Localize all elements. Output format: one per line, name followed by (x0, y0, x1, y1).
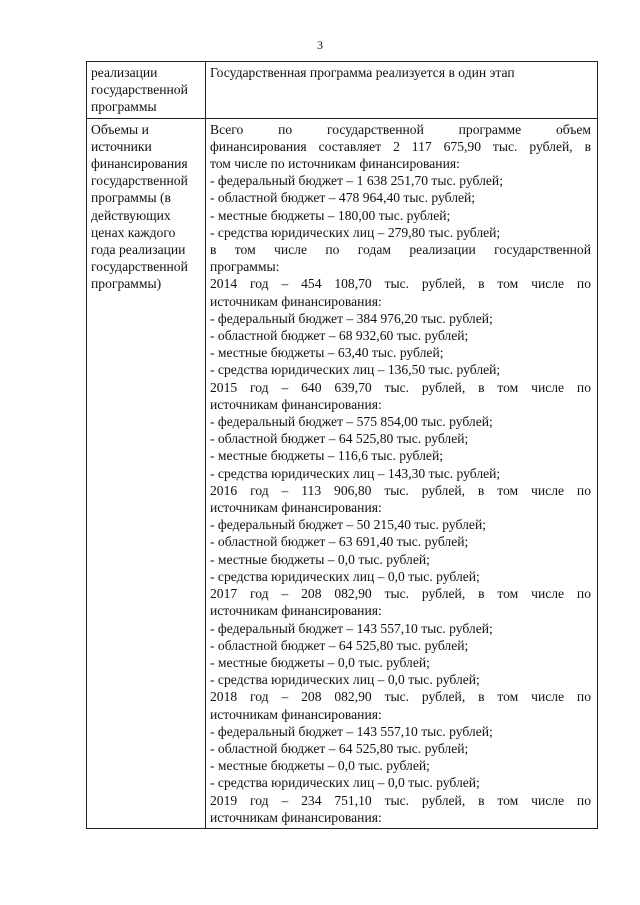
financing-line: источникам финансирования: (210, 293, 382, 309)
financing-line: - областной бюджет – 63 691,40 тыс. рублей; (210, 534, 469, 550)
label-line: программы) (91, 276, 162, 292)
financing-line: в том числе по годам реализации государственной (210, 242, 591, 258)
financing-line: - местные бюджеты – 0,0 тыс. рублей; (210, 654, 430, 670)
financing-line: источникам финансирования: (210, 500, 382, 516)
financing-line: - областной бюджет – 478 964,40 тыс. рублей; (210, 190, 476, 206)
financing-line: - федеральный бюджет – 143 557,10 тыс. рублей; (210, 723, 493, 739)
financing-line: финансирования составляет 2 117 675,90 тыс. рублей, в (210, 138, 591, 154)
label-line: ценах каждого (91, 224, 176, 240)
financing-line: - областной бюджет – 64 525,80 тыс. рублей; (210, 637, 469, 653)
row-value-implementation (206, 62, 598, 119)
financing-line: - местные бюджеты – 63,40 тыс. рублей; (210, 345, 444, 361)
table-row-implementation-stages (87, 62, 598, 119)
financing-line: программы: (210, 259, 280, 275)
financing-line: - областной бюджет – 64 525,80 тыс. рублей; (210, 431, 469, 447)
financing-line: 2014 год – 454 108,70 тыс. рублей, в том числе по (210, 276, 591, 292)
label-line: источники (91, 138, 152, 154)
table-row-financing (87, 118, 598, 828)
financing-line: - федеральный бюджет – 143 557,10 тыс. рублей; (210, 620, 493, 636)
financing-line: - средства юридических лиц – 0,0 тыс. рублей; (210, 672, 480, 688)
label-line: реализации (91, 65, 158, 80)
financing-line: - средства юридических лиц – 0,0 тыс. рублей; (210, 775, 480, 791)
label-line: финансирования (91, 156, 188, 172)
program-passport-table (86, 61, 598, 829)
label-line: программы (в (91, 190, 171, 206)
financing-line: источникам финансирования: (210, 706, 382, 722)
financing-line: - местные бюджеты – 180,00 тыс. рублей; (210, 207, 451, 223)
value-text: Государственная программа реализуется в один этап (210, 65, 515, 80)
label-line: государственной (91, 173, 188, 189)
row-value-financing (206, 118, 598, 828)
financing-line: источникам финансирования: (210, 396, 382, 412)
financing-line: - средства юридических лиц – 136,50 тыс. рублей; (210, 362, 501, 378)
label-line: программы (91, 99, 157, 115)
financing-line: - федеральный бюджет – 1 638 251,70 тыс. рублей; (210, 173, 503, 189)
financing-line: - областной бюджет – 64 525,80 тыс. рублей; (210, 740, 469, 756)
financing-line: - местные бюджеты – 0,0 тыс. рублей; (210, 758, 430, 774)
financing-line: - средства юридических лиц – 0,0 тыс. рублей; (210, 568, 480, 584)
financing-line: - федеральный бюджет – 575 854,00 тыс. рублей; (210, 414, 493, 430)
label-line: года реализации (91, 242, 186, 258)
row-label-implementation (87, 62, 206, 119)
financing-line: 2015 год – 640 639,70 тыс. рублей, в том числе по (210, 379, 591, 395)
financing-line: - средства юридических лиц – 279,80 тыс. рублей; (210, 224, 501, 240)
financing-line: - средства юридических лиц – 143,30 тыс. рублей; (210, 465, 501, 481)
financing-line: 2017 год – 208 082,90 тыс. рублей, в том числе по (210, 586, 591, 602)
financing-line: - местные бюджеты – 116,6 тыс. рублей; (210, 448, 443, 464)
label-line: государственной (91, 259, 188, 275)
row-label-financing (87, 118, 206, 828)
financing-line: источникам финансирования: (210, 809, 382, 825)
label-line: действующих (91, 207, 171, 223)
financing-line: - местные бюджеты – 0,0 тыс. рублей; (210, 551, 430, 567)
financing-line: источникам финансирования: (210, 603, 382, 619)
label-line: Объемы и (91, 121, 149, 137)
financing-line: - федеральный бюджет – 50 215,40 тыс. рублей; (210, 517, 486, 533)
label-line: государственной (91, 82, 188, 98)
financing-line: том числе по источникам финансирования: (210, 156, 460, 172)
financing-line: 2016 год – 113 906,80 тыс. рублей, в том числе по (210, 482, 591, 498)
financing-line: - федеральный бюджет – 384 976,20 тыс. рублей; (210, 310, 493, 326)
financing-line: Всего по государственной программе объем (210, 121, 591, 137)
financing-line: 2018 год – 208 082,90 тыс. рублей, в том числе по (210, 689, 591, 705)
financing-line: - областной бюджет – 68 932,60 тыс. рублей; (210, 328, 469, 344)
page-number: 3 (317, 38, 323, 52)
financing-line: 2019 год – 234 751,10 тыс. рублей, в том числе по (210, 792, 591, 808)
